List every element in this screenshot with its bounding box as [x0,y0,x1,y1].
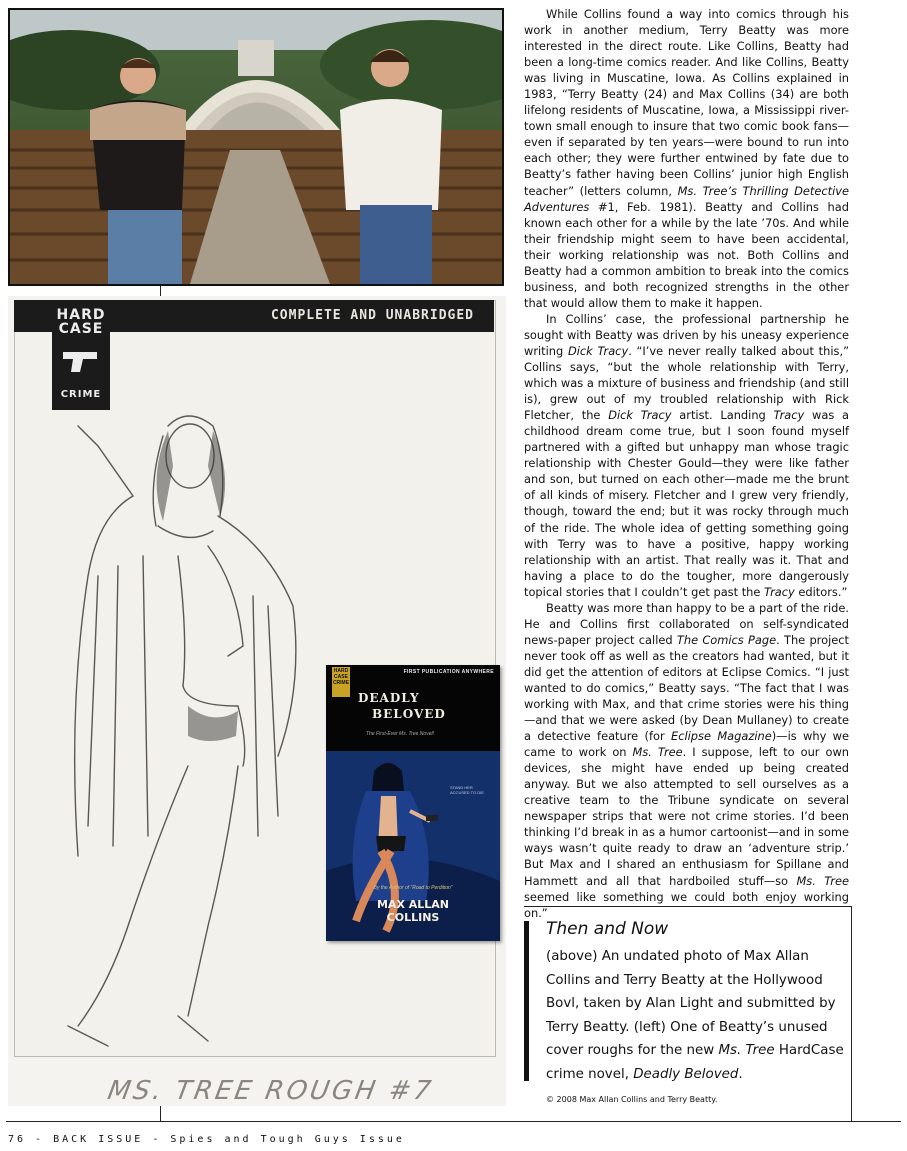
paragraph-1: While Collins found a way into comics through his work in another medium, Terry Beatty was more interested in the direct route. Like Collins, Beatty had been a long-time comics reader. And like Collins, Beatty was living in Muscatine, Iowa. As Collins explained in 1983, “Terry Beatty (24) and Max Collins (34) are both lifelong residents of Muscatine, Iowa, a Mississippi river-town small enough to insure that two comic book fans—even if separated by ten years—were bound to run into each other; they were further entwined by fate due to Beatty’s father having been Collins’ junior high English teacher” (letters column, Ms. Tree’s Thrilling Detective Adventures #1, Feb. 1981). Beatty and Collins had known each other for a while by the late ’70s. And while their friendship might seem to have been accidental, their working relationship was not. Both Collins and Beatty had a common ambition to break into the comics business, and both recognized strengths in the other that would allow them to make it happen. [524,7,849,310]
book-title-line1: DEADLY [358,691,420,705]
hard-case-crime-logo [52,300,110,410]
deadly-beloved-book-cover [326,665,500,941]
caption-title: Then and Now [546,919,669,939]
sketch-connector-line [160,1106,161,1121]
book-author-line1: MAX ALLAN [376,898,450,911]
footer-rule [6,1121,901,1122]
page-footer: 76 - BACK ISSUE - Spies and Tough Guys Issue [8,1134,405,1145]
book-title-line2: BELOVED [372,706,446,721]
paragraph-2: In Collins’ case, the professional partnership he sought with Beatty was driven by his uneasy experience writing Dick Tracy. “I’ve never really talked about this,” Collins says, “but the whole relationship with Terry, which was a mixture of business and friendship (and still is), grew out of my troubled relationship with Rick Fletcher, the Dick Tracy artist. Landing Tracy was a childhood dream come true, but I soon found myself partnered with a gifted but unhappy man whose tragic relationship with Chester Gould—they were like father and son, but turned on each other—made me the brunt of all kinds of misery. Fletcher and I grew very friendly, though, toward the end; but it was rocky through much of the ride. The whole idea of getting something going with Terry was to have a positive, happy working relationship with an artist. That really was it. That and having a place to do the tougher, more dangerously topical stories that I couldn’t get past the Tracy editors.” [524,311,850,599]
book-tagline: STAND HER ACCUSED TO DIE [450,785,484,796]
book-logo: HARD CASE CRIME [332,667,350,697]
book-author [326,899,500,924]
banner-text: COMPLETE AND UNABRIDGED [270,308,474,323]
book-byline: By the Author of “Road to Perdition” [373,885,453,891]
article-body [524,6,849,921]
photo-caption-box [524,906,852,1122]
book-label: FIRST PUBLICATION ANYWHERE [403,669,494,675]
book-cover-header [326,665,500,751]
gun-icon [61,348,101,374]
paragraph-3: Beatty was more than happy to be a part of the ride. He and Collins first collaborated on self-syndicated news-paper project called The Comics Page. The project never took off as well as the creators had wanted, but it did get the attention of editors at Eclipse Comics. “I just wanted to do comics,” Beatty says. “The fact that I was working with Max, and that crime stories were his thing—and that we were asked (by Dean Mullaney) to create a detective feature (for Eclipse Magazine)—is why we came to work on Ms. Tree. I suppose, left to our own devices, she might have ended up being created anyway. But we also attempted to sell ourselves as a creative team to the Tribune syndicate on several newspaper strips that were not crime stories. I’d been thinking I’d break in as a humor cartoonist—and in some ways wasn’t quite ready to draw an ‘adventure strip.’ But Max and I shared an enthusiasm for Spillane and Hammett and all that hardboiled stuff—so Ms. Tree seemed like something we could both enjoy working on.” [524,600,849,920]
book-author-line2: COLLINS [386,910,440,924]
logo-line-hard: HARD [56,307,106,323]
woman-pencil-figure [38,406,318,1056]
book-title [358,691,494,722]
book-subtitle: The First-Ever Ms. Tree Novel! [366,731,434,737]
hollywood-bowl-photo [10,10,502,284]
logo-line-case: CASE [58,321,104,337]
logo-line-crime: CRIME [60,389,102,400]
handwritten-caption: MS. TREE ROUGH #7 [105,1076,437,1106]
caption-text: (above) An undated photo of Max Allan Collins and Terry Beatty at the Hollywood Bovl, taken by Alan Light and submitted by Terry Beatty. (left) One of Beatty’s unused cover roughs for the new Ms. Tree HardCase crime novel, Deadly Beloved. [546,949,844,1082]
caption-accent-bar [524,921,529,1081]
caption-copyright: © 2008 Max Allan Collins and Terry Beatty. [546,1095,718,1104]
photo-collins-beatty [8,8,504,286]
